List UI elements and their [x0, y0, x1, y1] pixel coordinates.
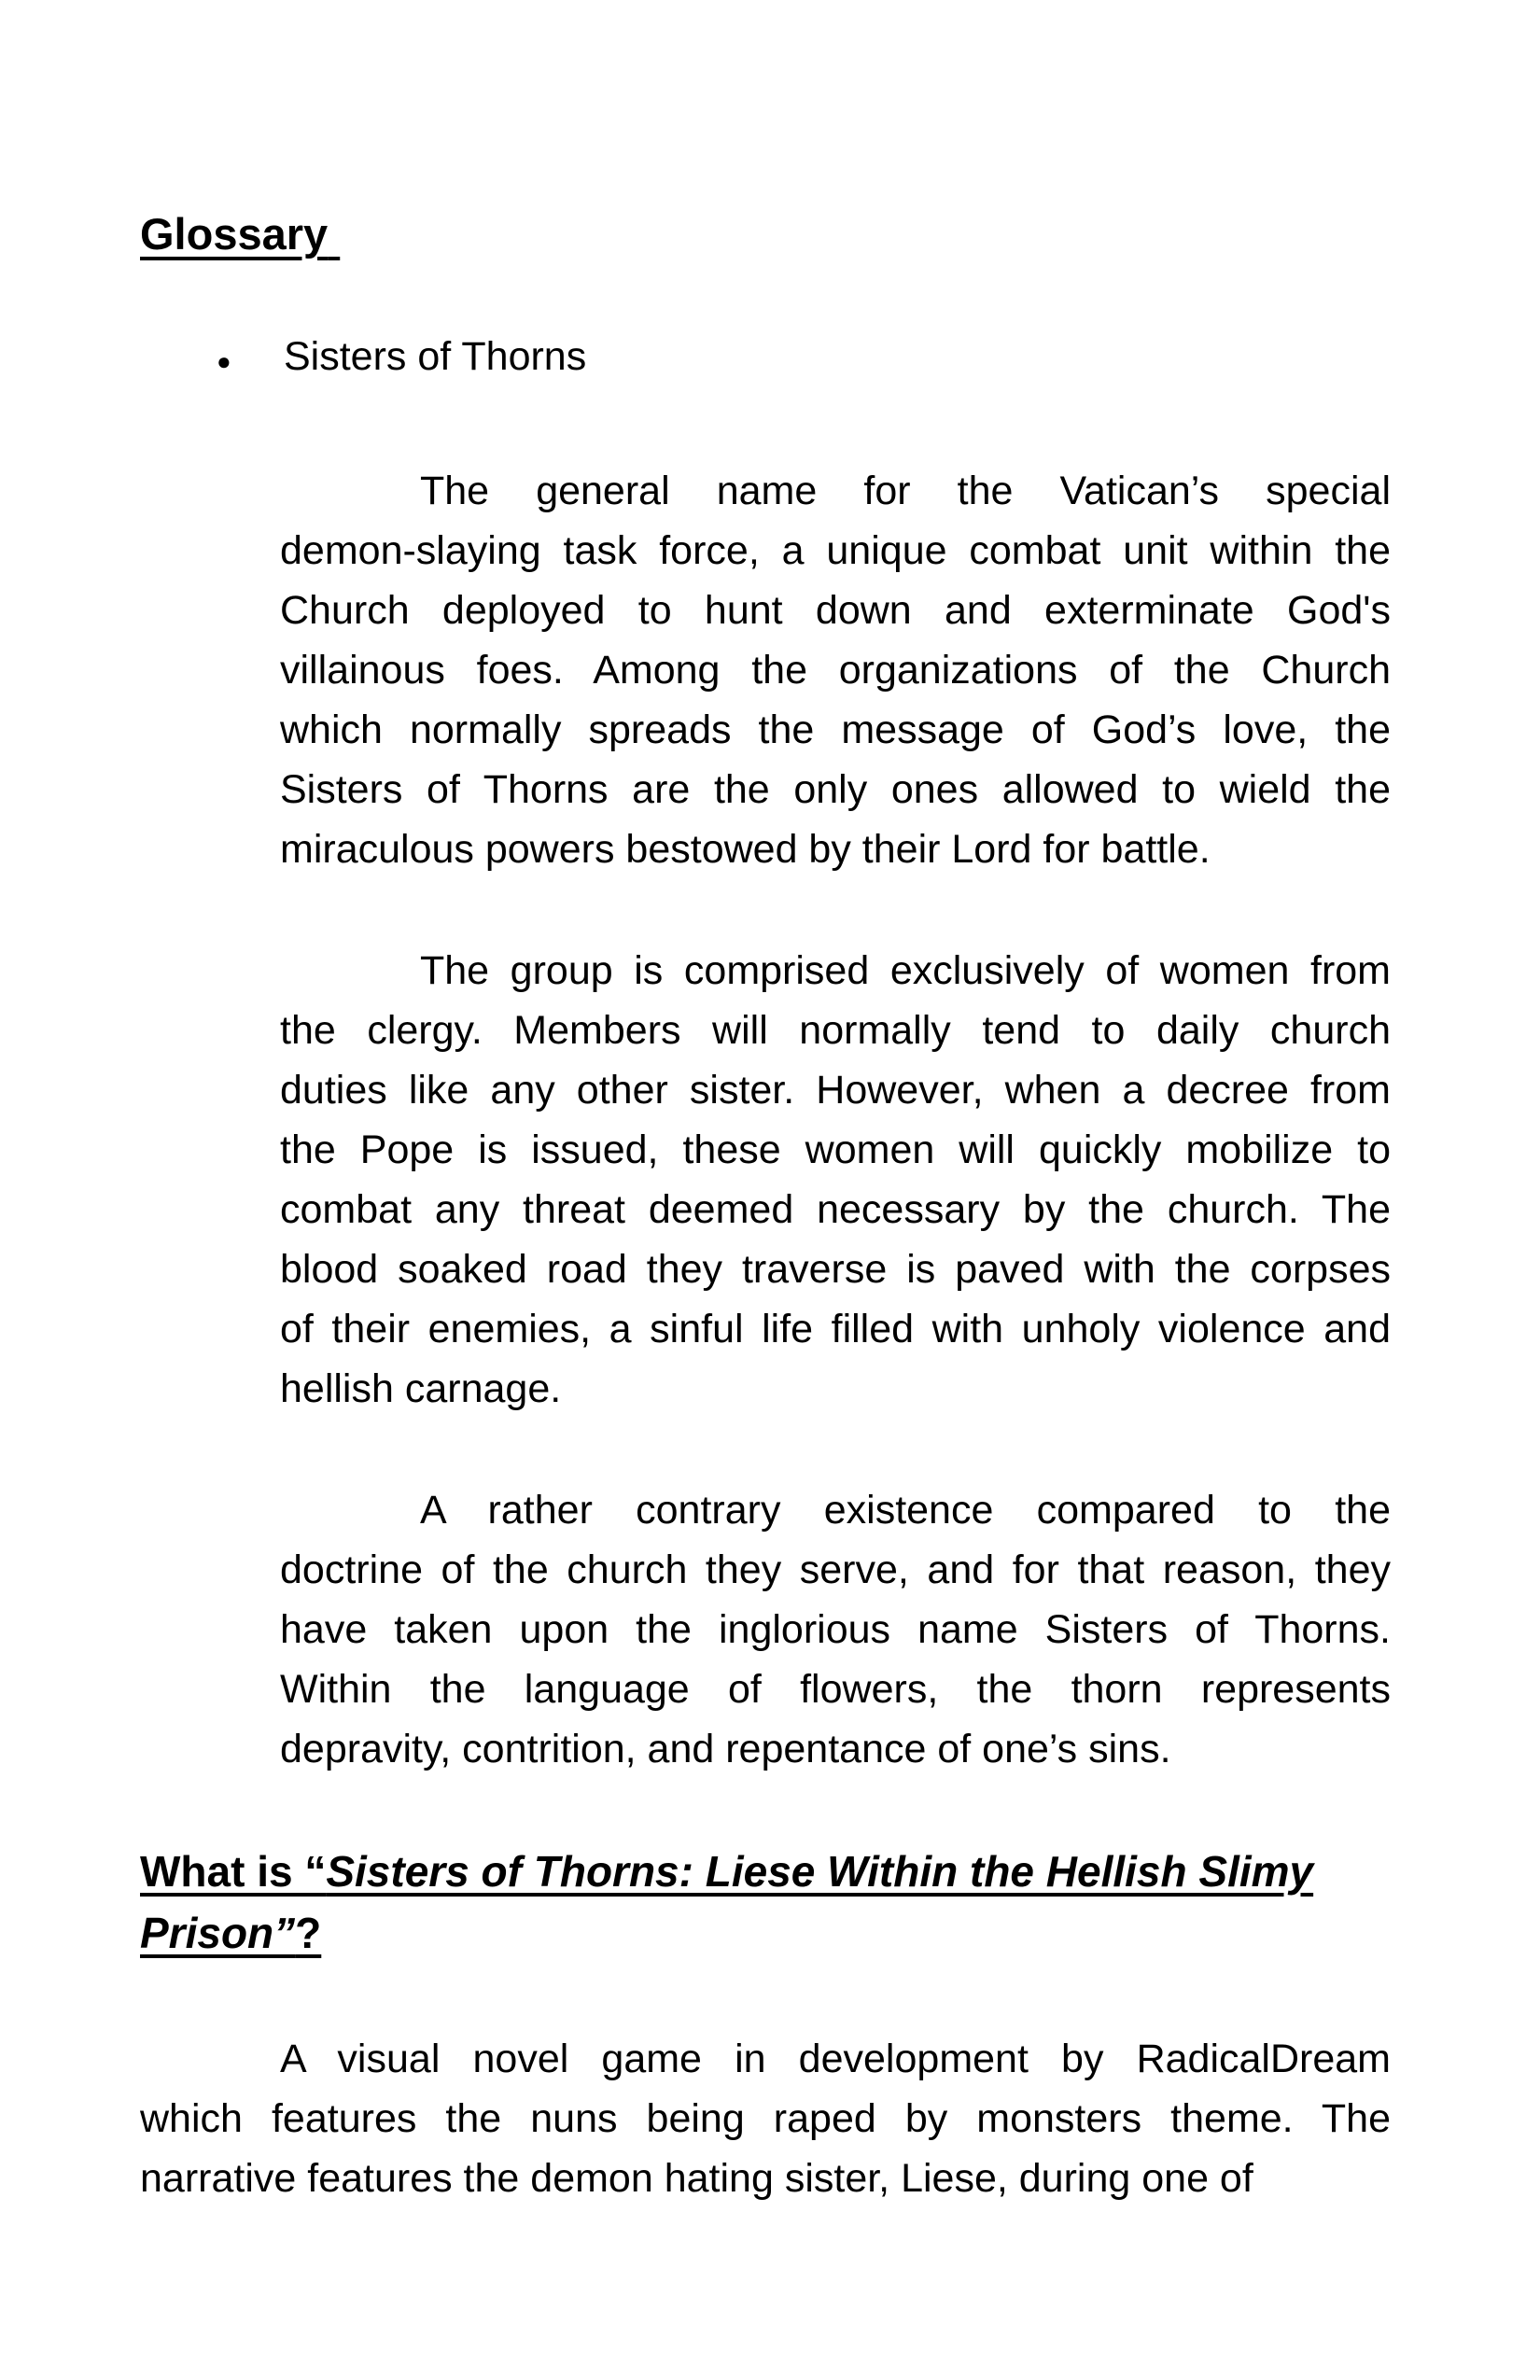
text-line: The general name for the Vatican’s special: [420, 469, 1391, 513]
question-heading-prefix: What is “: [140, 1847, 327, 1896]
bullet-icon: ●: [217, 347, 231, 375]
text-line: duties like any other sister. However, when a decree from: [280, 1068, 1391, 1113]
text-line: A visual novel game in development by RadicalDream: [280, 2037, 1391, 2081]
text-line: the clergy. Members will normally tend to daily church: [280, 1008, 1391, 1053]
glossary-list-item: [217, 327, 1391, 391]
text-line: the Pope is issued, these women will quickly mobilize to: [280, 1127, 1391, 1172]
text-line: narrative features the demon hating sister, Liese, during one of: [140, 2156, 1253, 2201]
text-line: Sisters of Thorns are the only ones allowed to wield the: [280, 767, 1391, 812]
glossary-heading: [140, 207, 1391, 261]
text-line: which normally spreads the message of God’s love, the: [280, 707, 1391, 752]
text-line: depravity, contrition, and repentance of one’s sins.: [280, 1727, 1171, 1771]
text-line: of their enemies, a sinful life filled with unholy violence and: [280, 1307, 1391, 1351]
text-line: A rather contrary existence compared to the: [420, 1488, 1391, 1533]
text-line: miraculous powers bestowed by their Lord for battle.: [280, 827, 1211, 872]
glossary-heading-text: Glossary: [140, 209, 329, 259]
text-line: have taken upon the inglorious name Sisters of Thorns.: [280, 1607, 1391, 1652]
answer-paragraph: [140, 2029, 1391, 2208]
definition-paragraph-1: [280, 461, 1391, 879]
text-line: Church deployed to hunt down and exterminate God's: [280, 588, 1391, 633]
text-line: blood soaked road they traverse is paved with the corpses: [280, 1247, 1391, 1292]
text-line: villainous foes. Among the organizations of the Church: [280, 648, 1391, 693]
question-heading: [140, 1841, 1391, 1964]
definition-paragraph-2: [280, 941, 1391, 1419]
text-line: hellish carnage.: [280, 1366, 562, 1411]
question-heading-title: Sisters of Thorns: Liese Within the Hellish Slimy Prison”: [140, 1847, 1314, 1957]
definition-paragraph-3: [280, 1480, 1391, 1779]
text-line: which features the nuns being raped by monsters theme. The: [140, 2096, 1391, 2141]
text-line: doctrine of the church they serve, and for that reason, they: [280, 1547, 1391, 1592]
glossary-term: Sisters of Thorns: [284, 334, 587, 379]
question-heading-suffix: ?: [295, 1909, 322, 1957]
text-line: The group is comprised exclusively of women from: [420, 948, 1391, 993]
text-line: Within the language of flowers, the thorn represents: [280, 1667, 1391, 1712]
text-line: combat any threat deemed necessary by the church. The: [280, 1187, 1391, 1232]
text-line: demon-slaying task force, a unique combat unit within the: [280, 528, 1391, 573]
